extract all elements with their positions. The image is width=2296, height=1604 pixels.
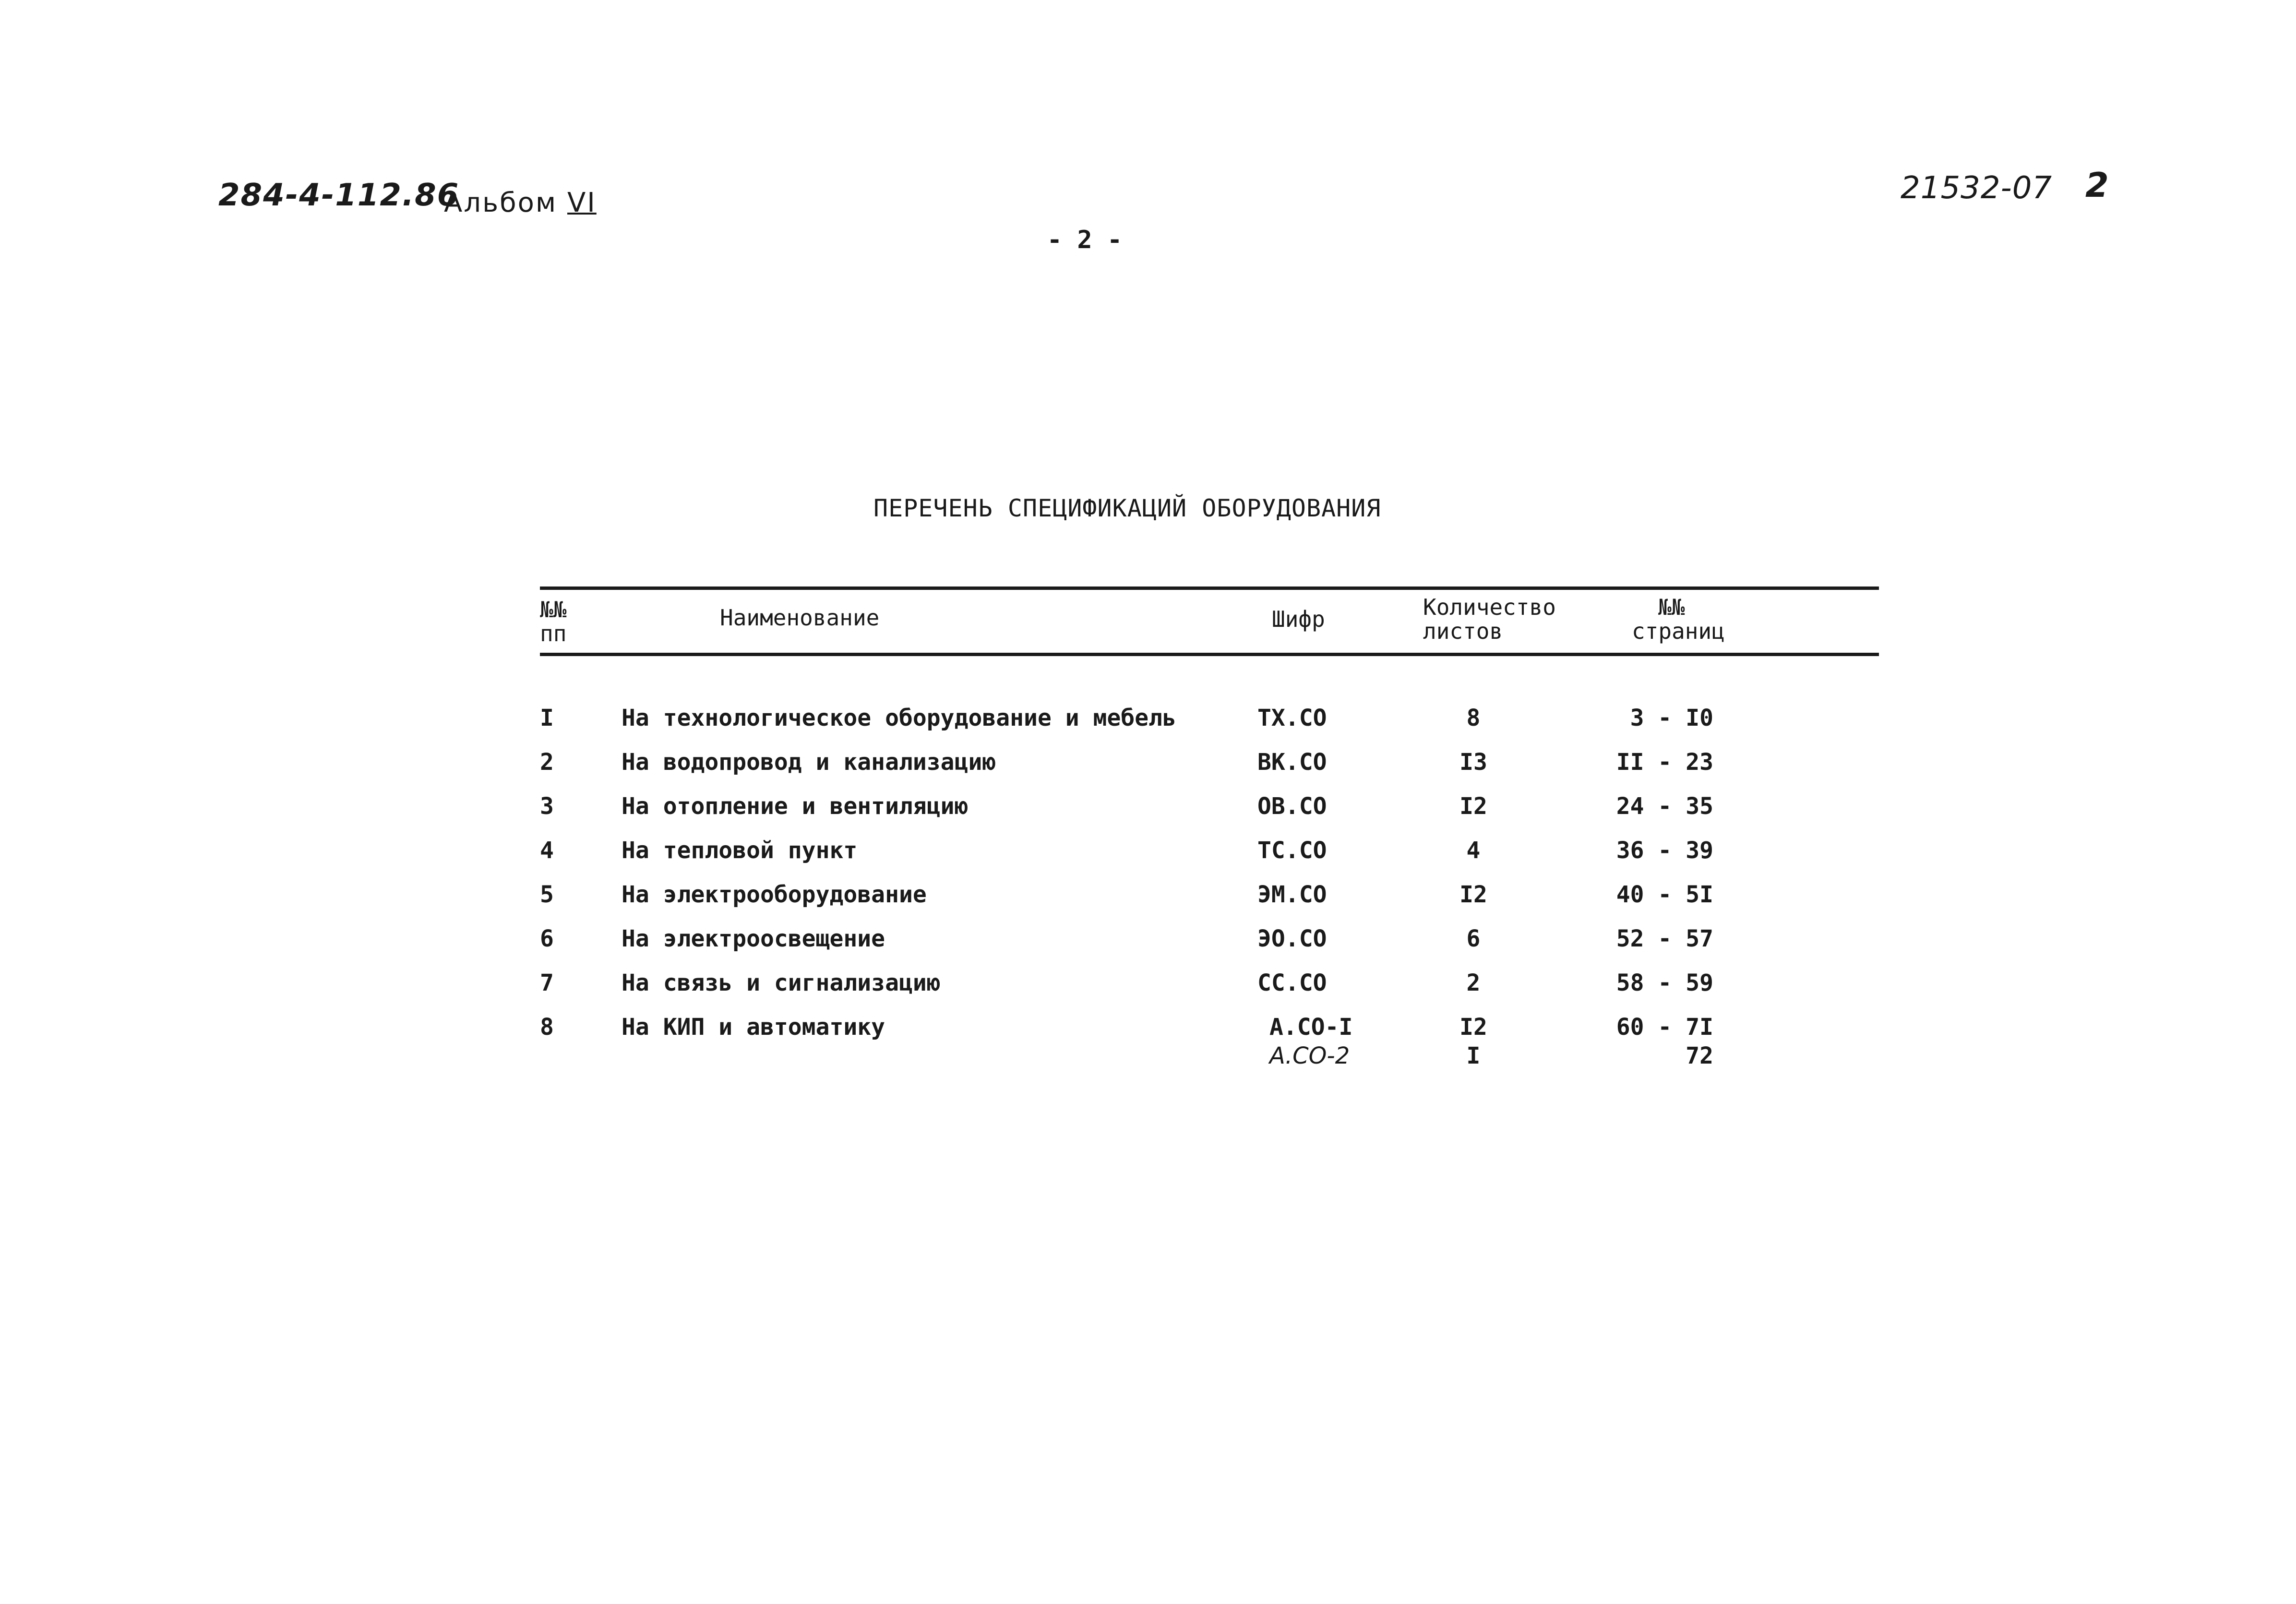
page-number: - 2 - — [1047, 226, 1123, 254]
album-number: VI — [567, 187, 597, 218]
row-number: 4 — [540, 837, 554, 864]
row-name: На технологическое оборудование и мебель — [622, 705, 1176, 731]
table-row — [0, 1014, 2296, 1052]
row-name: На отопление и вентиляцию — [622, 793, 969, 820]
column-header-name: Наименование — [720, 605, 880, 631]
row-name: На тепловой пункт — [622, 837, 858, 864]
row-pages: 36 - 39 — [1616, 837, 1713, 864]
table-row — [0, 970, 2296, 1008]
table-row — [0, 837, 2296, 875]
table-top-rule — [540, 587, 1879, 590]
archive-number: 21532-07 — [1901, 170, 2053, 206]
row-name: На КИП и автоматику — [622, 1014, 885, 1041]
row-code: ЭО.СО — [1257, 925, 1327, 952]
row-code: А.СО-I — [1269, 1014, 1353, 1041]
row-name: На электрооборудование — [622, 881, 927, 908]
row-pages: 58 - 59 — [1616, 970, 1713, 996]
row-pages: II - 23 — [1616, 749, 1713, 776]
row-pages: 3 - I0 — [1630, 705, 1713, 731]
row-code: ТХ.СО — [1257, 705, 1327, 731]
row-code: ОВ.СО — [1257, 793, 1327, 820]
row-code: ЭМ.СО — [1257, 881, 1327, 908]
row-number: 3 — [540, 793, 554, 820]
column-header-code: Шифр — [1272, 606, 1325, 632]
table-row — [0, 925, 2296, 964]
row-sheets: 2 — [1466, 970, 1481, 996]
row-pages: 40 - 5I — [1616, 881, 1713, 908]
row-sheets: I2 — [1459, 1014, 1487, 1041]
row-number: 7 — [540, 970, 554, 996]
row-sheets: I3 — [1459, 749, 1487, 776]
row-sheets: I — [1466, 1042, 1481, 1069]
document-code: 284-4-112.86 — [218, 178, 460, 213]
row-number: 6 — [540, 925, 554, 952]
row-pages: 52 - 57 — [1616, 925, 1713, 952]
row-name: На электроосвещение — [622, 925, 885, 952]
row-sheets: I2 — [1459, 881, 1487, 908]
column-header-sheets — [1423, 595, 1556, 643]
column-header-pages-line2: страниц — [1632, 618, 1725, 644]
album-label — [444, 187, 597, 218]
table-header-rule — [540, 653, 1879, 656]
row-number: I — [540, 705, 554, 731]
row-code: ВК.СО — [1257, 749, 1327, 776]
row-pages: 24 - 35 — [1616, 793, 1713, 820]
column-header-sheets-line1: Количество — [1423, 594, 1556, 620]
table-row — [0, 705, 2296, 743]
column-header-number-line2: пп — [540, 621, 567, 646]
table-row — [0, 881, 2296, 920]
row-code: СС.СО — [1257, 970, 1327, 996]
document-title: ПЕРЕЧЕНЬ СПЕЦИФИКАЦИЙ ОБОРУДОВАНИЯ — [873, 494, 1381, 522]
row-number: 2 — [540, 749, 554, 776]
row-sheets: 8 — [1466, 705, 1481, 731]
row-number: 8 — [540, 1014, 554, 1041]
column-header-pages — [1632, 595, 1725, 643]
column-header-sheets-line2: листов — [1423, 618, 1503, 644]
row-sheets: 4 — [1466, 837, 1481, 864]
row-sheets: I2 — [1459, 793, 1487, 820]
row-pages: 60 - 7I — [1616, 1014, 1713, 1041]
album-word: Альбом — [444, 187, 558, 218]
column-header-number-line1: №№ — [540, 597, 567, 622]
row-code: А.СО-2 — [1269, 1042, 1350, 1069]
row-name: На связь и сигнализацию — [622, 970, 941, 996]
sheet-number: 2 — [2085, 166, 2109, 205]
column-header-number — [540, 598, 566, 646]
row-number: 5 — [540, 881, 554, 908]
table-row — [0, 793, 2296, 831]
row-sheets: 6 — [1466, 925, 1481, 952]
table-row — [0, 749, 2296, 787]
row-name: На водопровод и канализацию — [622, 749, 996, 776]
row-pages: 72 — [1686, 1042, 1713, 1069]
row-code: ТС.СО — [1257, 837, 1327, 864]
column-header-pages-line1: №№ — [1658, 594, 1685, 620]
